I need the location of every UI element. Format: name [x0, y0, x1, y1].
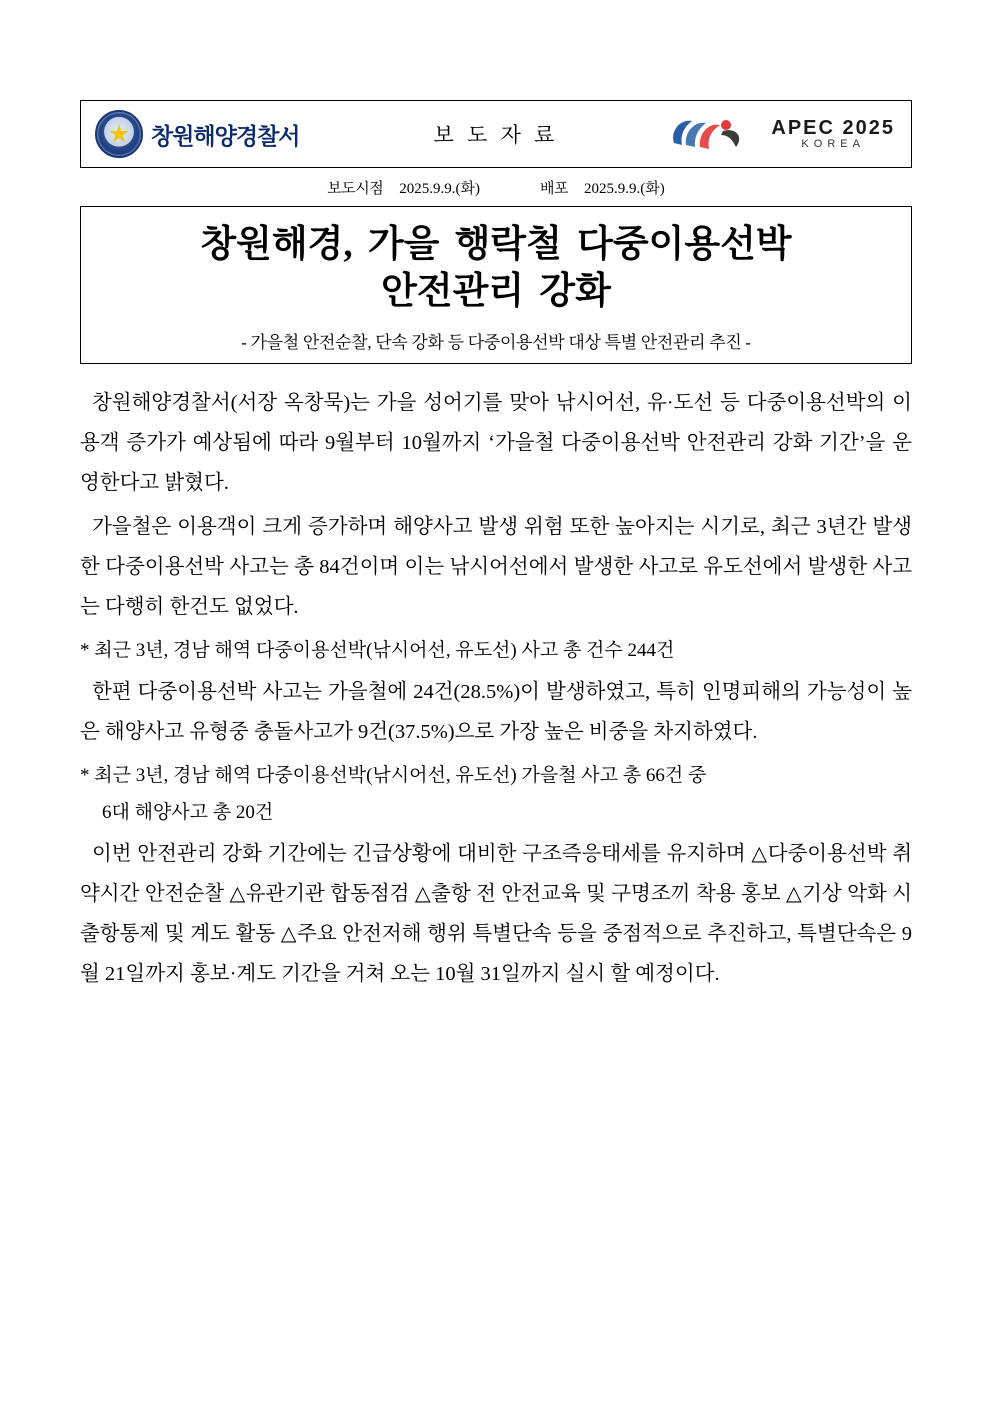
document-type-label: 보 도 자 료 — [433, 123, 559, 147]
page-subtitle: - 가을철 안전순찰, 단속 강화 등 다중이용선박 대상 특별 안전관리 추진 - — [241, 332, 751, 352]
footnote-1: * 최근 3년, 경남 해역 다중이용선박(낚시어선, 유도선) 사고 총 건수 244건 — [80, 639, 675, 661]
apec-emblem-icon — [666, 113, 762, 155]
page-title-line1: 창원해경, 가을 행락철 다중이용선박 — [200, 224, 792, 265]
release-date-value: 2025.9.9.(화) — [399, 181, 480, 197]
page-title-line2: 안전관리 강화 — [381, 271, 611, 313]
agency-name-label: 창원해양경찰서 — [151, 123, 300, 149]
footnote-2-line1: * 최근 3년, 경남 해역 다중이용선박(낚시어선, 유도선) 가을철 사고 총 66건 중 — [80, 764, 707, 786]
apec-title: APEC 2025 — [771, 116, 895, 139]
paragraph-3: 한편 다중이용선박 사고는 가을철에 24건(28.5%)이 발생하였고, 특히 인명피해의 가능성이 높은 해양사고 유형중 충돌사고가 9건(37.5%)으로 가장 높은 비중을 차지하였다. — [80, 680, 912, 743]
distribute-date-group — [540, 177, 665, 198]
distribute-date-value: 2025.9.9.(화) — [583, 181, 665, 197]
release-label: 보도시점 — [327, 181, 384, 197]
paragraph-4: 이번 안전관리 강화 기간에는 긴급상황에 대비한 구조즉응태세를 유지하며 △다중이용선박 취약시간 안전순찰 △유관기관 합동점검 △출항 전 안전교육 및 구명조끼 착용 홍보 △기상 악화 시 출항통제 및 계도 활동 △주요 안전저해 행위 특별단속 등을 중점적으로 추진하고, 특별단속은 9월 21일까지 홍보·계도 기간을 거쳐 오는 10월 31일까지 실시 할 예정이다. — [80, 842, 912, 985]
subtitle-box — [80, 324, 912, 364]
paragraph-2: 가을철은 이용객이 크게 증가하며 해양사고 발생 위험 또한 높아지는 시기로, 최근 3년간 발생한 다중이용선박 사고는 총 84건이며 이는 낚시어선에서 발생한 사고로 유도선에서 발생한 사고는 다행히 한건도 없었다. — [80, 515, 912, 618]
distribute-label: 배포 — [539, 181, 568, 197]
document-header — [80, 100, 912, 168]
footnote-2 — [80, 757, 912, 831]
document-body — [80, 384, 912, 995]
apec-logo — [666, 113, 895, 155]
apec-text-block — [771, 118, 895, 151]
title-box — [80, 206, 912, 324]
apec-country: KOREA — [801, 137, 865, 150]
release-date-group — [327, 177, 480, 198]
paragraph-1: 창원해양경찰서(서장 옥창묵)는 가을 성어기를 맞아 낚시어선, 유·도선 등 다중이용선박의 이용객 증가가 예상됨에 따라 9월부터 10월까지 ‘가을철 다중이용선박 안전관리 강화 기간’을 운영한다고 밝혔다. — [80, 391, 912, 494]
release-info — [80, 177, 912, 198]
footnote-2-line2: 6대 해양사고 총 20건 — [102, 801, 274, 823]
